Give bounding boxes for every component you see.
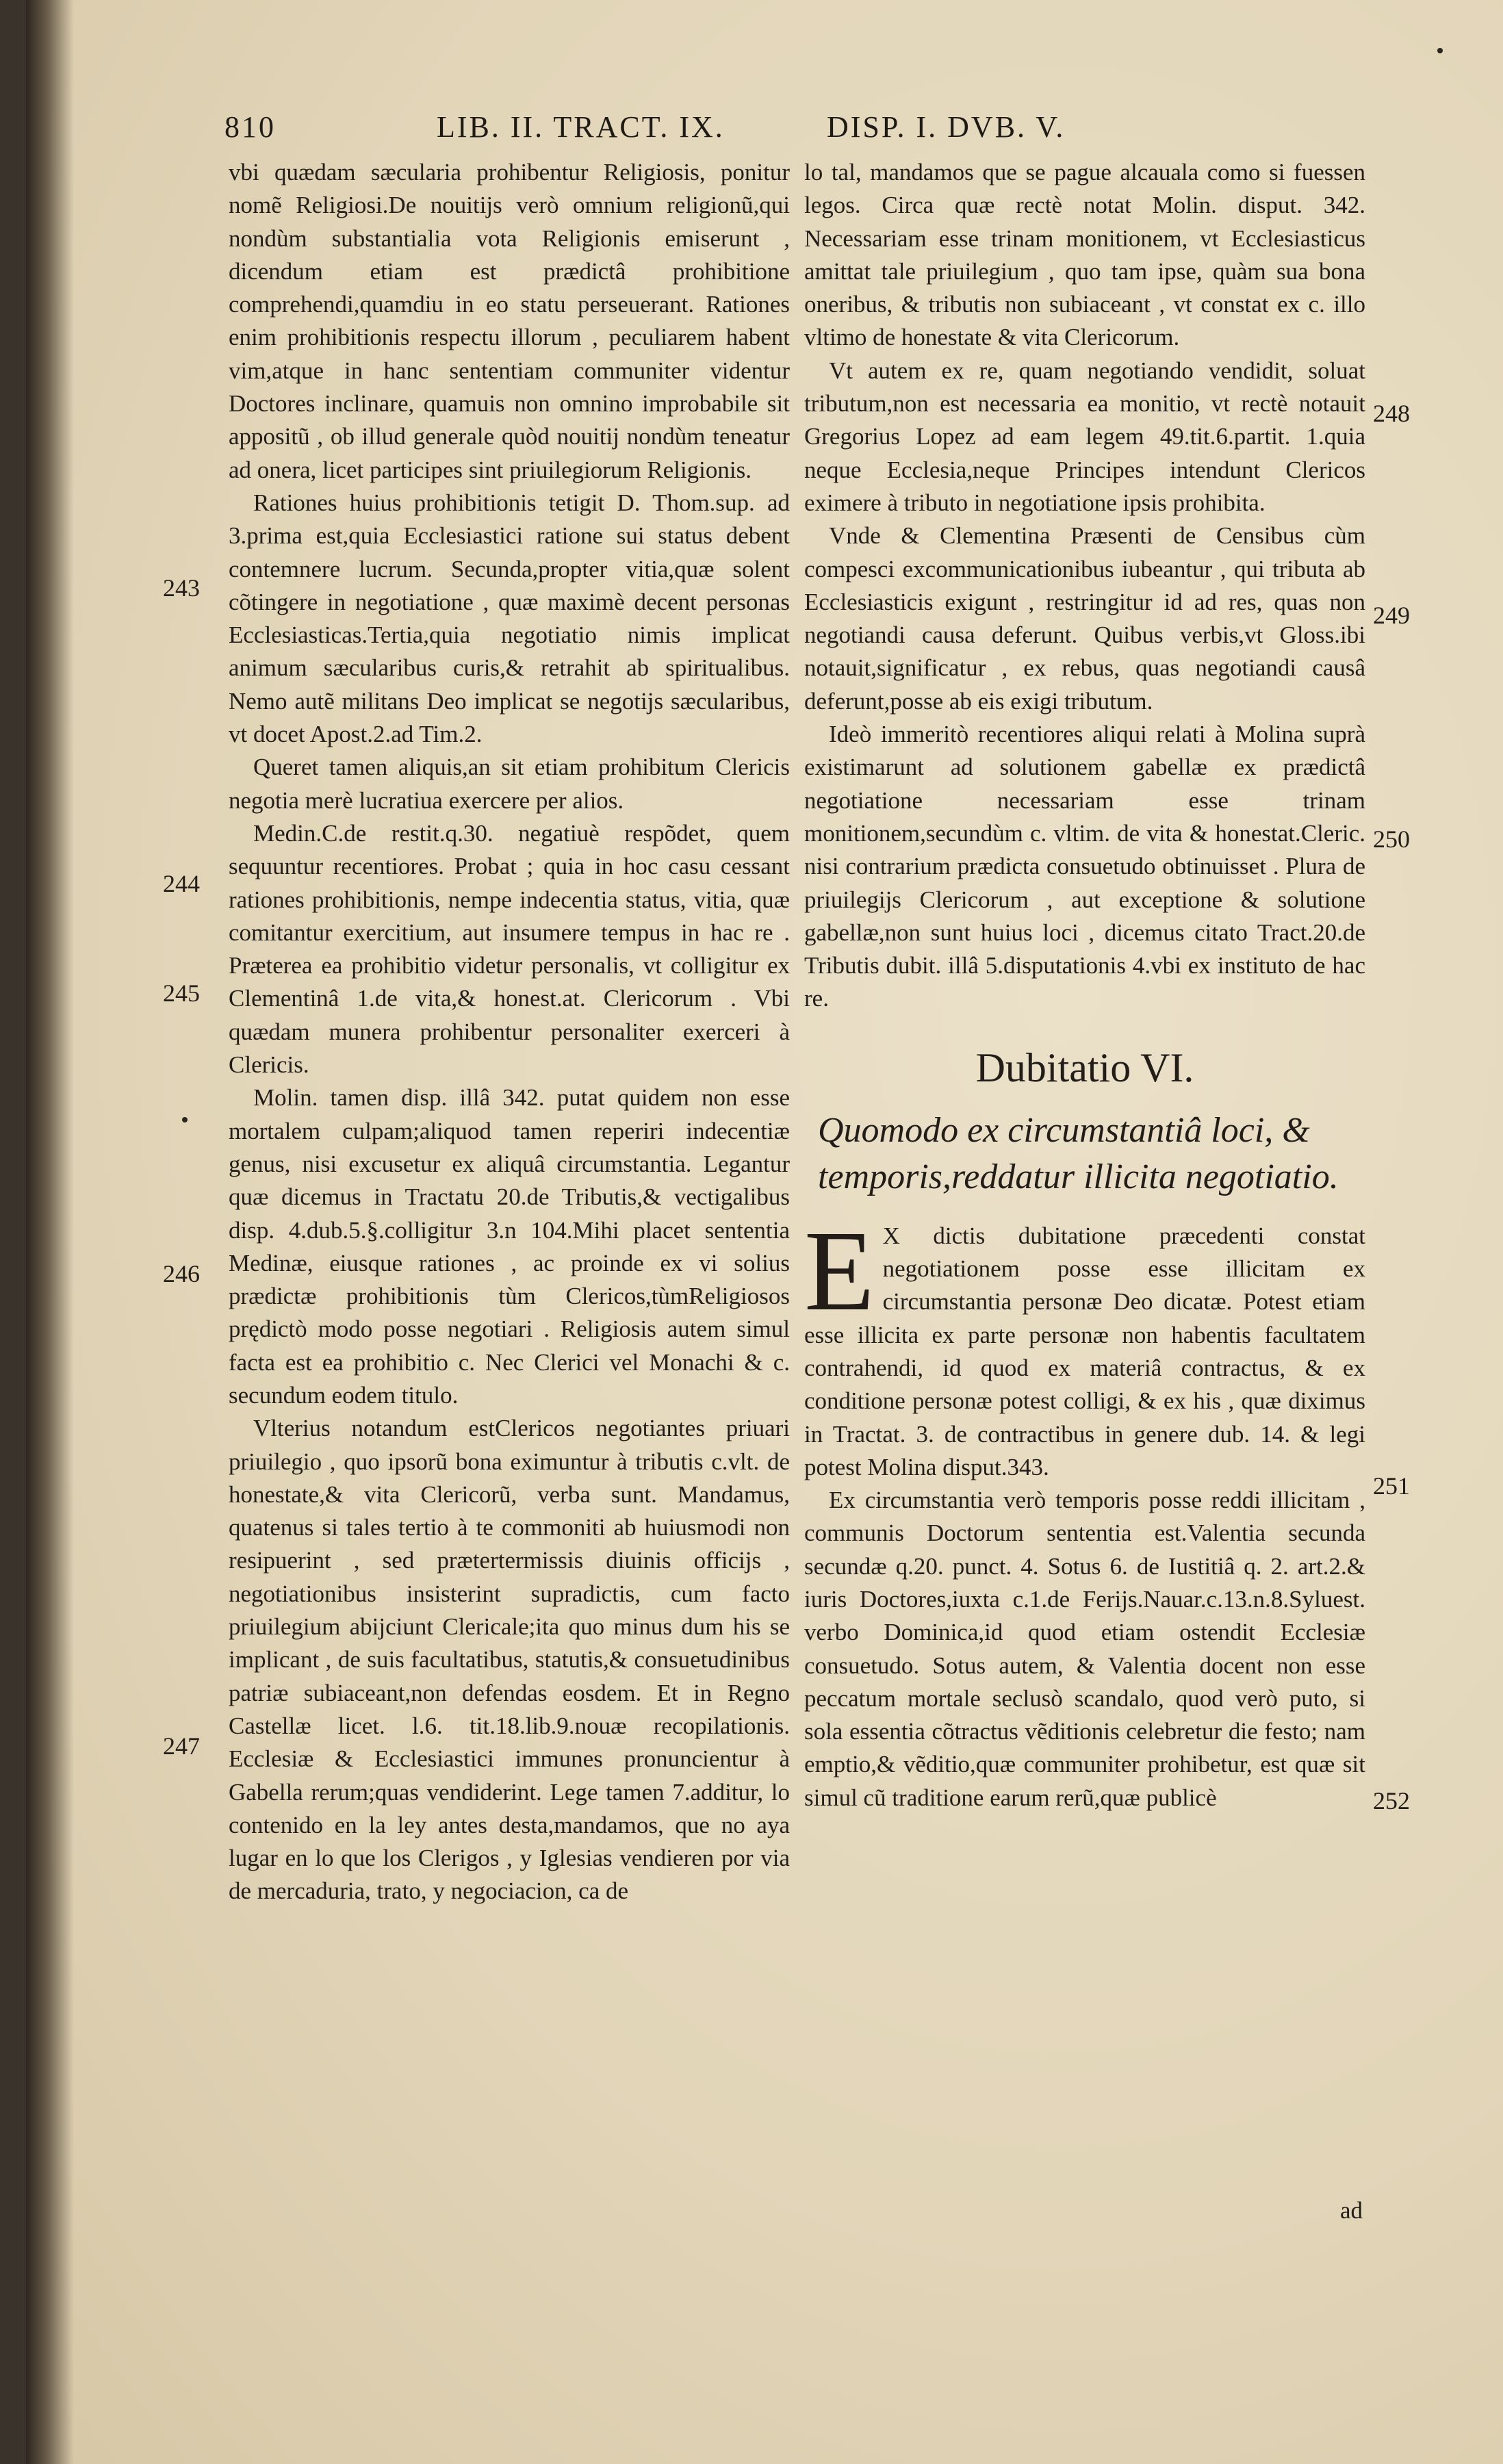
margin-number-252: 252: [1373, 1787, 1410, 1814]
margin-number-249: 249: [1373, 602, 1410, 629]
paragraph-245: Medin.C.de restit.q.30. negatiuè respõdet, quem sequuntur recentiores. Probat ; quia in hoc casu cessant rationes prohibitionis, nempe indecentia status, vitia, quæ comitantur exercitium, aut insumere tempus in hac re . Præterea ea prohibitio videtur personalis, vt colligitur ex Clementinâ 1.de vita,& honest.at. Clericorum . Vbi quædam munera prohibentur personaliter exerceri à Clericis.: [229, 819, 790, 1079]
drop-cap: E: [804, 1207, 875, 1335]
paragraph-251: [804, 1207, 1365, 1484]
book-page: [26, 0, 1503, 2464]
running-header: [224, 110, 1402, 151]
paragraph-243: Rationes huius prohibitionis tetigit D. Thom.sup. ad 3.prima est,quia Ecclesiastici ratione sui status debent contemnere lucrum. Secunda,propter vitia,quæ solent cõtingere in negotiatione , quæ maximè decent personas Ecclesiasticas.Tertia,quia negotiatio nimis implicat animum sæcularibus curis,& retrahit ab spiritualibus. Nemo autẽ militans Deo implicat se negotijs sæcularibus, vt docet Apost.2.ad Tim.2.: [229, 489, 790, 748]
dubitatio-heading: Dubitatio VI.: [975, 1044, 1194, 1090]
paragraph: vbi quædam sæcularia prohibentur Religiosis, ponitur nomẽ Religiosi.De nouitijs verò omnium religionũ,qui nondùm substantialia vota Religionis emiserunt , dicendum etiam est prædictâ prohibitione comprehendi,quamdiu in eo statu perseuerant. Rationes enim prohibitionis respectu illorum , peculiarem habent vim,atque in hanc sententiam communiter videntur Doctores inclinare, quamuis non omnino improbabile sit appositũ , ob illud generale quòd nouitij nondùm teneatur ad onera, licet participes sint priuilegiorum Religionis.: [229, 159, 790, 483]
paragraph-249: Vnde & Clementina Præsenti de Censibus cùm compesci excommunicationibus iubeantur , qui tributa ab Ecclesiasticis exigunt , restringitur id ad res, quas non negotiandi causa deferunt. Quibus verbis,vt Gloss.ibi notauit,significatur , ex rebus, quas negotiandi causâ deferunt,posse ab eis exigi tributum.: [804, 522, 1365, 715]
margin-number-247: 247: [163, 1732, 200, 1760]
right-column: [804, 156, 1365, 1814]
margin-number-250: 250: [1373, 825, 1410, 853]
margin-number-251: 251: [1373, 1472, 1410, 1500]
paragraph-244: Queret tamen aliquis,an sit etiam prohibitum Clericis negotia merè lucratiua exercere per alios.: [229, 754, 790, 814]
paragraph-251-text: X dictis dubitatione præcedenti constat negotiationem posse esse illicitam ex circumstantia personæ Deo dicatæ. Potest etiam esse illicita ex parte personæ non habentis facultatem contrahendi, id quod ex materiâ contractus, & ex conditione personæ potest colligi, & ex his , quæ diximus in Tractat. 3. de contractibus in genere dub. 14. & legi potest Molina disput.343.: [804, 1222, 1365, 1480]
dubitatio-subtitle: Quomodo ex circumstantiâ loci, & temporis,reddatur illicita negotiatio.: [818, 1110, 1339, 1196]
page-gutter: [26, 0, 74, 2464]
paragraph-250: Ideò immeritò recentiores aliqui relati à Molina suprà existimarunt ad solutionem gabellæ ex prædictâ negotiatione necessariam esse trinam monitionem,secundùm c. vltim. de vita & honestat.Cleric. nisi contrarium prædicta consuetudo obtinuisset . Plura de priuilegijs Clericorum , aut exceptione & solutione gabellæ,non sunt huius loci , dicemus citato Tract.20.de Tributis dubit. illâ 5.disputationis 4.vbi ex instituto de hac re.: [804, 721, 1365, 1012]
paragraph: lo tal, mandamos que se pague alcauala como si fuessen legos. Circa quæ rectè notat Molin. disput. 342. Necessariam esse trinam monitionem, vt Ecclesiasticus amittat tale priuilegium , quo tam ipse, quàm sua bona oneribus, & tributis non subiaceant , vt constat ex c. illo vltimo de honestate & vita Clericorum.: [804, 159, 1365, 351]
paragraph-246: Molin. tamen disp. illâ 342. putat quidem non esse mortalem culpam;aliquod tamen reperiri indecentiæ genus, nisi excusetur ex aliquâ circumstantia. Legantur quæ dicemus in Tractatu 20.de Tributis,& vectigalibus disp. 4.dub.5.§.colligitur 3.n 104.Mihi placet sententia Medinæ, eiusque rationes , ac proinde ex vi solius prædictæ prohibitionis tùm Clericos,tùmReligiosos prędictò modo posse negotiari . Religiosis autem simul facta est ea prohibitio c. Nec Clerici vel Monachi & c. secundum eodem titulo.: [229, 1084, 790, 1409]
margin-number-244: 244: [163, 870, 200, 897]
margin-number-246: 246: [163, 1260, 200, 1287]
catchword: ad: [1340, 2197, 1363, 2224]
ink-speck: [1437, 48, 1443, 53]
margin-number-243: 243: [163, 574, 200, 602]
ink-speck: [182, 1117, 188, 1122]
header-left-title: LIB. II. TRACT. IX.: [437, 110, 725, 144]
header-right-title: DISP. I. DVB. V.: [827, 110, 1066, 144]
margin-number-245: 245: [163, 979, 200, 1007]
paragraph-247: Vlterius notandum estClericos negotiantes priuari priuilegio , quo ipsorũ bona eximuntur à tributis c.vlt. de honestate,& vita Clericorũ, verba sunt. Mandamus, quatenus si tales tertio à te commoniti ab huiusmodi non resipuerint , sed prætertermissis diuinis officijs , negotiationibus insisterint supradictis, cum facto priuilegium abijciunt Clericale;ita quo minus dum his se implicant , de suis facultatibus, statutis,& consuetudinibus patriæ subiaceant,non defendas eosdem. Et in Regno Castellæ licet. l.6. tit.18.lib.9.nouæ recopilationis. Ecclesiæ & Ecclesiastici immunes pronuncientur à Gabella rerum;quas vendiderint. Lege tamen 7.additur, lo contenido en la ley antes desta,mandamos, que no aya lugar en lo que los Clerigos , y Iglesias vendieren por via de mercaduria, trato, y negociacion, ca de: [229, 1415, 790, 1905]
paragraph-252: Ex circumstantia verò temporis posse reddi illicitam , communis Doctorum sententia est.Valentia secunda secundæ q.20. punct. 4. Sotus 6. de Iustitiâ q. 2. art.2.& iuris Doctores,iuxta c.1.de Ferijs.Nauar.c.13.n.8.Syluest. verbo Dominica,id quod etiam ostendit Ecclesiæ consuetudo. Sotus autem, & Valentia docent non esse peccatum mortale seclusò scandalo, quod verò puto, si sola essentia cõtractus vẽditionis celebretur die festo; nam emptio,& vẽditio,quæ communiter prohibetur, est quæ sit simul cũ traditione earum rerũ,quæ publicè: [804, 1487, 1365, 1811]
paragraph-248: Vt autem ex re, quam negotiando vendidit, soluat tributum,non est necessaria ea monitio, vt rectè notauit Gregorius Lopez ad eam legem 49.tit.6.partit. 1.quia neque Ecclesia,neque Principes intendunt Clericos eximere à tributo in negotiatione ipsis prohibita.: [804, 357, 1365, 516]
left-column: [229, 156, 790, 1908]
page-number: 810: [224, 110, 276, 144]
margin-number-248: 248: [1373, 400, 1410, 427]
